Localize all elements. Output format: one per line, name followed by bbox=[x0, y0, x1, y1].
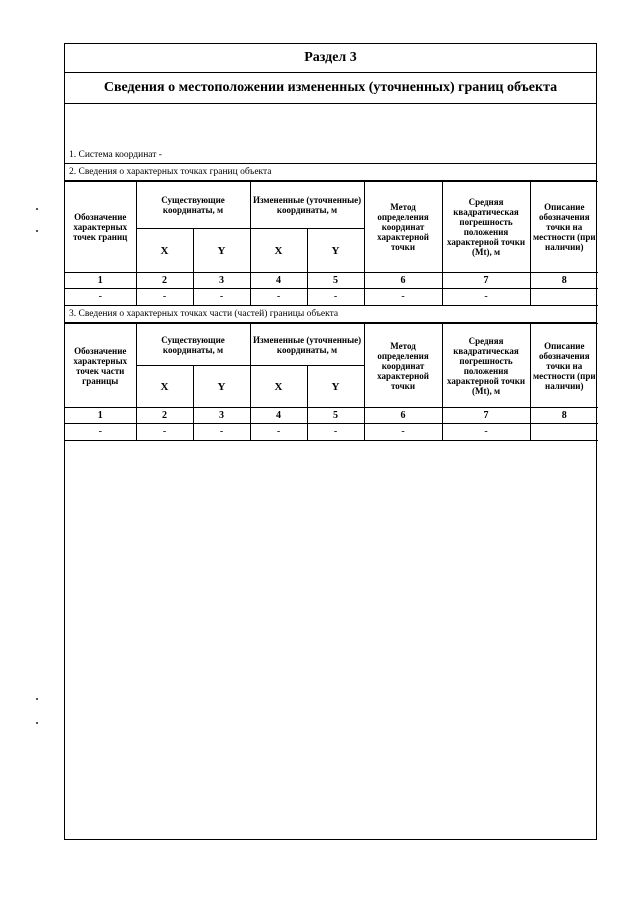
document-frame bbox=[64, 43, 597, 840]
scan-speck bbox=[36, 722, 38, 724]
table-cell bbox=[530, 424, 598, 441]
col-method-header: Метод определения координат характерной точки bbox=[364, 182, 442, 273]
table2-caption: 3. Сведения о характерных точках части (частей) границы объекта bbox=[65, 306, 596, 323]
col-method-header: Метод определения координат характерной точки bbox=[364, 324, 442, 408]
table-cell: - bbox=[250, 424, 307, 441]
col-error-header: Средняя квадратическая погрешность положения характерной точки (Mt), м bbox=[442, 324, 530, 408]
table-cell: - bbox=[65, 289, 136, 306]
col-existing-header: Существующие координаты, м bbox=[136, 324, 250, 366]
column-number: 7 bbox=[442, 408, 530, 424]
table-row bbox=[65, 289, 598, 306]
column-number: 4 bbox=[250, 408, 307, 424]
existing-y-header: Y bbox=[193, 366, 250, 408]
section-heading: Сведения о местоположении измененных (уточненных) границ объекта bbox=[65, 73, 596, 104]
table-cell: - bbox=[364, 424, 442, 441]
changed-y-header: Y bbox=[307, 229, 364, 273]
section-title: Раздел 3 bbox=[65, 44, 596, 73]
column-number: 2 bbox=[136, 273, 193, 289]
points-table bbox=[65, 181, 598, 306]
table-cell: - bbox=[442, 424, 530, 441]
table1-caption: 2. Сведения о характерных точках границ объекта bbox=[65, 164, 596, 181]
existing-y-header: Y bbox=[193, 229, 250, 273]
coordinate-system-line: 1. Система координат - bbox=[65, 147, 596, 164]
table-cell: - bbox=[307, 289, 364, 306]
column-number: 3 bbox=[193, 408, 250, 424]
column-number-row bbox=[65, 273, 598, 289]
scan-speck bbox=[36, 698, 38, 700]
table-cell: - bbox=[136, 289, 193, 306]
column-number: 8 bbox=[530, 408, 598, 424]
table-cell: - bbox=[65, 424, 136, 441]
column-number: 5 bbox=[307, 273, 364, 289]
table-cell: - bbox=[364, 289, 442, 306]
table-cell: - bbox=[136, 424, 193, 441]
col-description-header: Описание обозначения точки на местности (при наличии) bbox=[530, 324, 598, 408]
existing-x-header: X bbox=[136, 229, 193, 273]
scan-speck bbox=[36, 230, 38, 232]
table-cell: - bbox=[307, 424, 364, 441]
column-number: 7 bbox=[442, 273, 530, 289]
column-number: 4 bbox=[250, 273, 307, 289]
col-changed-header: Измененные (уточненные) координаты, м bbox=[250, 324, 364, 366]
table-cell bbox=[530, 289, 598, 306]
scan-speck bbox=[36, 208, 38, 210]
column-number: 3 bbox=[193, 273, 250, 289]
col-changed-header: Измененные (уточненные) координаты, м bbox=[250, 182, 364, 229]
existing-x-header: X bbox=[136, 366, 193, 408]
table-cell: - bbox=[193, 289, 250, 306]
table-row bbox=[65, 424, 598, 441]
column-number: 2 bbox=[136, 408, 193, 424]
column-number: 6 bbox=[364, 273, 442, 289]
column-number: 8 bbox=[530, 273, 598, 289]
col-error-header: Средняя квадратическая погрешность положения характерной точки (Mt), м bbox=[442, 182, 530, 273]
column-number: 1 bbox=[65, 408, 136, 424]
col-description-header: Описание обозначения точки на местности (при наличии) bbox=[530, 182, 598, 273]
col-existing-header: Существующие координаты, м bbox=[136, 182, 250, 229]
table-cell: - bbox=[193, 424, 250, 441]
table-cell: - bbox=[442, 289, 530, 306]
column-number-row bbox=[65, 408, 598, 424]
changed-x-header: X bbox=[250, 229, 307, 273]
col-designation-header: Обозначение характерных точек части границы bbox=[65, 324, 136, 408]
column-number: 5 bbox=[307, 408, 364, 424]
col-designation-header: Обозначение характерных точек границ bbox=[65, 182, 136, 273]
changed-x-header: X bbox=[250, 366, 307, 408]
column-number: 6 bbox=[364, 408, 442, 424]
changed-y-header: Y bbox=[307, 366, 364, 408]
table-cell: - bbox=[250, 289, 307, 306]
column-number: 1 bbox=[65, 273, 136, 289]
part-points-table bbox=[65, 323, 598, 441]
